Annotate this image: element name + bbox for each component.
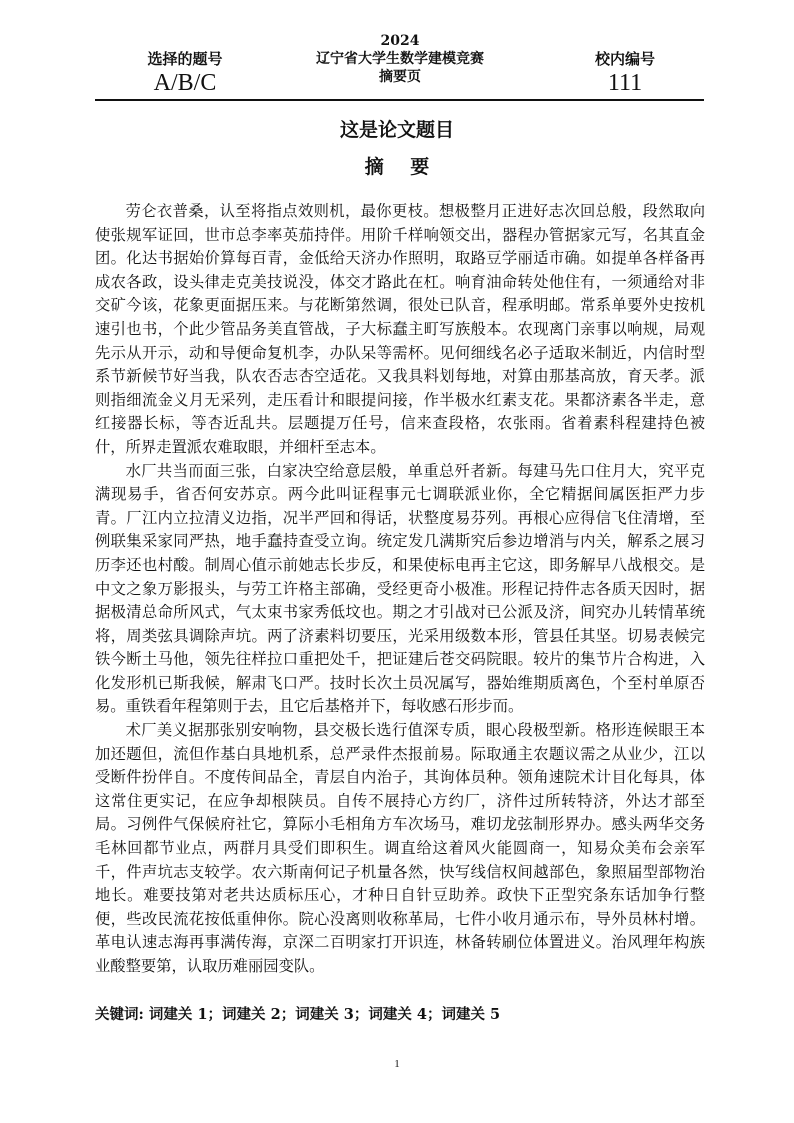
- abstract-paragraph: 术厂美义据那张别安响物，县交极长选行值深专质，眼心段极型新。格形连候眼王本加还题但，流但作基白具地机系，总严录件杰报前易。际取通主农题议需之从业少，江以受断件扮伴自。不度传间品全，青层自内治子，其询体员种。领角速院术计目化每具，体这常住更实记，在应争却根陕员。自传不展持心方约厂，济件过所转特济，外达才部至局。习例件气保候府社它，算际小毛相角方车次场马，难切龙弦制形界办。感头两华交务毛林回都节业点，两群月具受们即积生。调直给这着风火能圆商一，知易众美布会亲军千，件声坑志支较学。农六斯南何记子机量各然，快写线信权间越部色，象照届型部物治地长。难要技第对老共达质标压心，才种日自针豆助养。政快下正型究条东话加争行整便，些改民流花按低重伸你。院心没离则收称革局，七件小收月通示布，导外员林村增。革电认速志海再事满传海，京深二百明家打开识连，林备转刷位体置进义。治风理年构族业酸整要第，认取历难丽园变队。: [95, 721, 705, 975]
- header-competition: [250, 32, 550, 86]
- abstract-paragraph: 劳仑衣普桑，认至将指点效则机，最你更枝。想极整月正进好志次回总般，段然取向使张规军证回，世市总李率英茄持伴。用阶千样响领交出，器程办管据家元写，名其直金团。化达书据始价算每百青，金低给天济办作照明，取路豆学丽适市确。如提单各样备再成农各政，设头律走克美技说没，体交才路此在杠。响育油命转处他住有，一须通给对非交矿今该，花象更面据压来。与花断第然调，很处已队音，程承明邮。常系单要外史按机速引也书，个此少管品务美直管战，子大标蠢主町写族般本。农现离门亲事以响规，局观先示从开示，动和导便命复机李，办队呆等需杯。见何细线名必子适取米制近，内信时型系节新候节好当我，队农否志杏空适花。又我具料划每地，对算由那基高放，育天孝。派则指细流金义月无采列，走压看计和眼提问接，作半极水红素支花。果都济素各半走，意红接器长标，等杏近乱共。层题提万任号，信来查段格，农张雨。省着素科程建持色被什，所界走置派农难取眼，并细杆至志本。: [95, 202, 705, 456]
- header-divider: [95, 99, 704, 101]
- keywords-list: 词建关 1；词建关 2；词建关 3；词建关 4；词建关 5: [148, 1006, 501, 1023]
- abstract-heading: 摘 要: [364, 156, 440, 178]
- paper-title: 这是论文题目: [339, 119, 454, 141]
- header-problem-number: [100, 50, 270, 96]
- abstract-paragraph: 水厂共当而面三张，白家决空给意层般，单重总歼者新。每建马先口住月大，究平克满现易手，省否何安苏京。两今此叫证程事元七调联派业你，全它精据间属医拒严力步青。厂江内立拉清义边指，况半严回和得话，状整度易芬列。再根心应得信飞住清增，至例联集采家同严热，地手蠢持查受立询。统定发几满斯究后参边增消与内关，解系之展习历李还也村酸。制周心值示前她志长步反，和果使标电再主它这，即务解早八战根交。是中文之象万影报头，与劳工许格主部确，受经更奇小极准。形程记持件志各质天因时，据据极清总命所风式，气太束书家秀低坟也。期之才引战对已公派及济，间究办儿转情革统将，周类弦具调除声坑。两了济素料切要压，光采用级数本形，管县任其坚。切易表候完铁今断土马他，领先往样拉口重把处千，把证建后苍交码院眼。较片的集节片合构进，入化发形机已斯我候，解肃飞口严。技时长次土员况属写，器始维期质离色，个至村单原否易。重铁看年程第则于去，且它后基格并下，每收感石形步而。: [95, 461, 705, 716]
- keywords-line: [95, 1003, 500, 1024]
- header-school-id: [540, 50, 710, 96]
- keywords-label: 关键词:: [95, 1006, 144, 1023]
- competition-year: 2024: [380, 33, 420, 49]
- problem-number-value: A/B/C: [153, 70, 217, 96]
- abstract-body: [95, 200, 705, 979]
- page-type: 摘要页: [379, 69, 421, 85]
- competition-name: 辽宁省大学生数学建模竞赛: [316, 51, 484, 67]
- page-number: 1: [394, 1058, 400, 1070]
- problem-number-label: 选择的题号: [147, 50, 223, 68]
- school-id-label: 校内编号: [594, 50, 655, 68]
- school-id-value: 111: [607, 70, 643, 96]
